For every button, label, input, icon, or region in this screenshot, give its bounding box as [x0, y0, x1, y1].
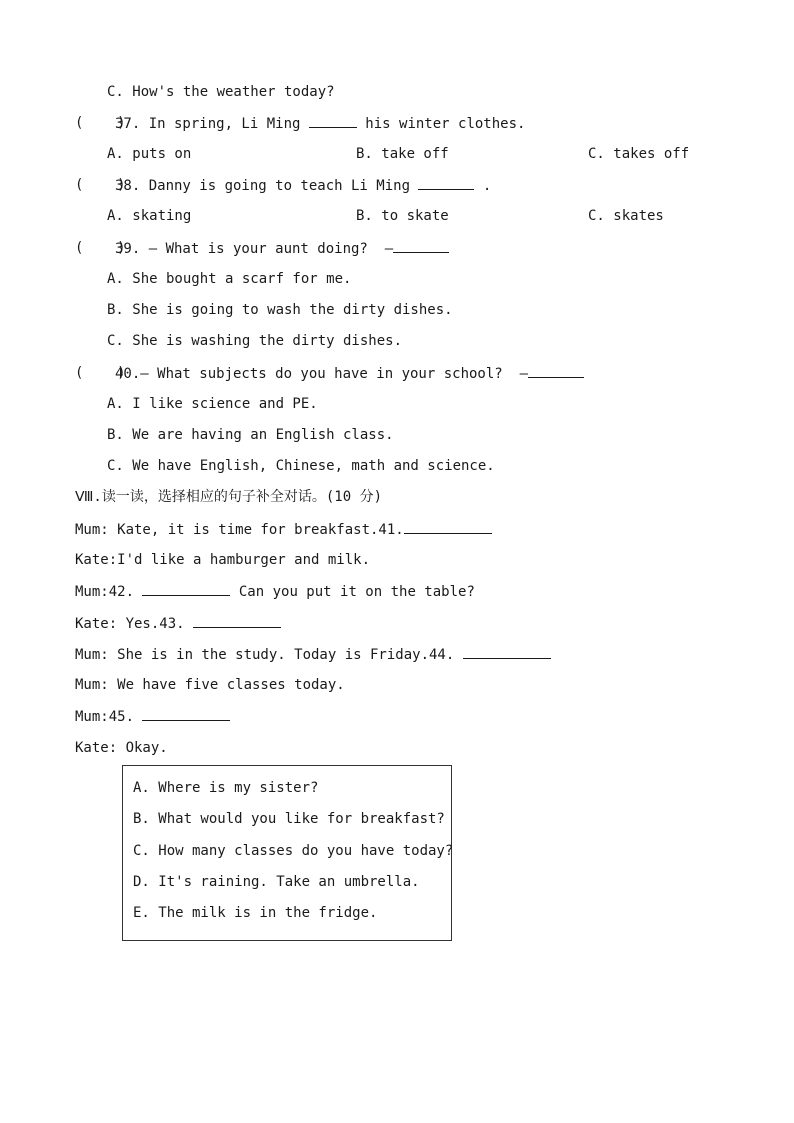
q40-stem [115, 363, 584, 384]
dialogue-line-5 [75, 644, 551, 665]
q39-option-a: A. She bought a scarf for me. [107, 271, 352, 287]
dialogue-line-3 [75, 581, 475, 602]
q39-option-b: B. She is going to wash the dirty dishes. [107, 302, 453, 318]
choice-d: D. It's raining. Take an umbrella. [133, 874, 420, 890]
q40-blank[interactable] [528, 363, 584, 378]
q40-answer-paren[interactable]: ( ) [75, 365, 126, 381]
dialogue-line-1-text: Mum: Kate, it is time for breakfast.41. [75, 522, 404, 538]
dialogue-line-6: Mum: We have five classes today. [75, 677, 345, 693]
q37-stem-a: 37. In spring, Li Ming [115, 116, 309, 132]
dialogue-line-7-text: Mum:45. [75, 709, 143, 725]
blank-42[interactable] [142, 581, 230, 596]
choices-box [122, 765, 452, 941]
dialogue-line-4-text: Kate: Yes.43. [75, 616, 194, 632]
q37-blank[interactable] [309, 113, 357, 128]
q36-option-c: C. How's the weather today? [107, 84, 335, 100]
section-8-heading: Ⅷ.读一读，选择相应的句子补全对话。(10 分) [75, 489, 383, 505]
choice-b: B. What would you like for breakfast? [133, 811, 445, 827]
q37-stem [115, 113, 525, 134]
dialogue-line-2: Kate:I'd like a hamburger and milk. [75, 552, 371, 568]
q39-answer-paren[interactable]: ( ) [75, 240, 126, 256]
choice-e: E. The milk is in the fridge. [133, 905, 378, 921]
blank-43[interactable] [193, 613, 281, 628]
dialogue-line-4 [75, 613, 281, 634]
dialogue-line-3-text-b: Can you put it on the table? [230, 584, 475, 600]
q37-answer-paren[interactable]: ( ) [75, 115, 126, 131]
q37-option-c: C. takes off [588, 146, 690, 162]
dialogue-line-1 [75, 519, 492, 540]
q38-answer-paren[interactable]: ( ) [75, 177, 126, 193]
blank-44[interactable] [463, 644, 551, 659]
q40-option-a: A. I like science and PE. [107, 396, 318, 412]
q39-stem [115, 238, 449, 259]
dialogue-line-8: Kate: Okay. [75, 740, 168, 756]
dialogue-line-5-text: Mum: She is in the study. Today is Friday.44. [75, 647, 463, 663]
q37-stem-b: his winter clothes. [356, 116, 526, 132]
q38-stem-b: . [474, 178, 492, 194]
choice-c: C. How many classes do you have today? [133, 843, 454, 859]
q40-stem-a: 40.— What subjects do you have in your school? — [115, 366, 529, 382]
dialogue-line-3-text-a: Mum:42. [75, 584, 143, 600]
q38-option-b: B. to skate [356, 208, 449, 224]
q37-option-b: B. take off [356, 146, 449, 162]
q40-option-c: C. We have English, Chinese, math and science. [107, 458, 495, 474]
dialogue-line-7 [75, 706, 230, 727]
q38-stem [115, 175, 491, 196]
q40-option-b: B. We are having an English class. [107, 427, 394, 443]
choice-a: A. Where is my sister? [133, 780, 319, 796]
blank-45[interactable] [142, 706, 230, 721]
q39-blank[interactable] [393, 238, 449, 253]
q38-blank[interactable] [418, 175, 474, 190]
q38-option-c: C. skates [588, 208, 664, 224]
q39-stem-a: 39. — What is your aunt doing? — [115, 241, 394, 257]
q38-option-a: A. skating [107, 208, 192, 224]
blank-41[interactable] [404, 519, 492, 534]
q39-option-c: C. She is washing the dirty dishes. [107, 333, 403, 349]
q37-option-a: A. puts on [107, 146, 192, 162]
q38-stem-a: 38. Danny is going to teach Li Ming [115, 178, 419, 194]
